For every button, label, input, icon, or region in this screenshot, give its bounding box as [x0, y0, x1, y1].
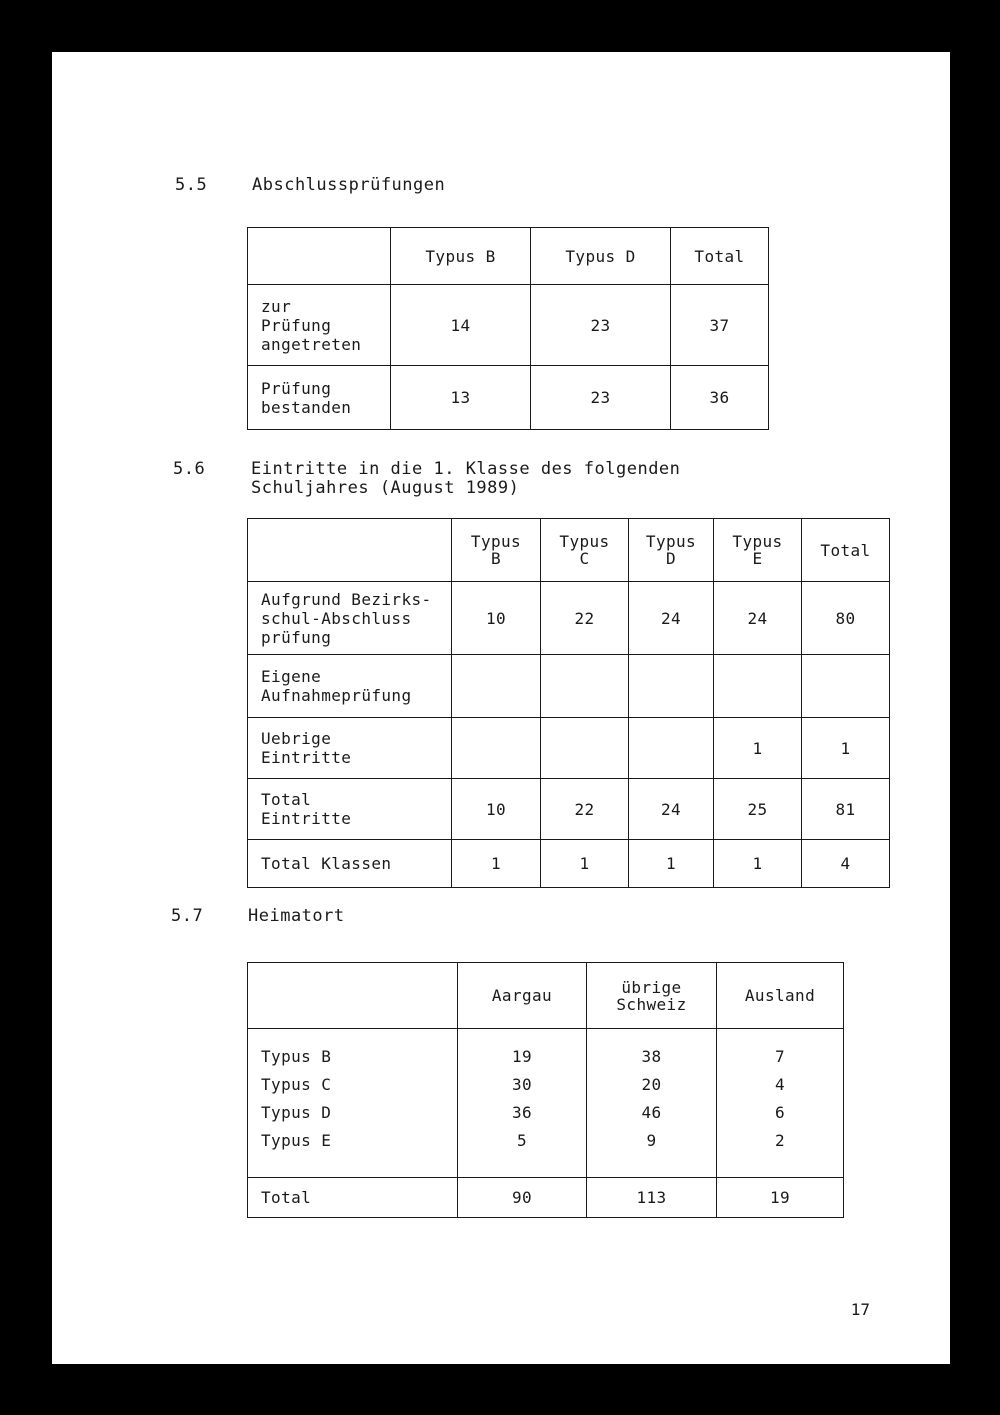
text-line: Typus	[470, 532, 522, 551]
aargau-values	[458, 1029, 587, 1178]
text-line: bestanden	[261, 397, 352, 417]
page-number: 17	[850, 1300, 870, 1319]
row-label	[248, 582, 452, 655]
row-label	[248, 718, 452, 779]
text-line: angetreten	[261, 334, 362, 354]
cell: 10	[452, 779, 541, 840]
text-line: Prüfung	[261, 378, 332, 398]
cell	[452, 718, 541, 779]
cell: 4	[802, 840, 890, 888]
cell: 1	[452, 840, 541, 888]
row-label: Total	[248, 1178, 458, 1218]
cell: 2	[774, 1131, 786, 1150]
total-row	[248, 1178, 844, 1218]
section-number: 5.7	[171, 906, 204, 926]
cell: 4	[774, 1075, 786, 1094]
section-number: 5.5	[175, 175, 208, 195]
cell: 5	[516, 1131, 528, 1150]
cell: 38	[641, 1047, 662, 1066]
cell: 25	[714, 779, 802, 840]
cell: 23	[531, 285, 671, 366]
row-label	[248, 655, 452, 718]
text-line: Typus	[645, 532, 697, 551]
table-row	[248, 366, 769, 430]
cell	[541, 655, 629, 718]
cell: 81	[802, 779, 890, 840]
row-label: Typus C	[261, 1075, 332, 1094]
cell: 23	[531, 366, 671, 430]
text-line: Eintritte	[261, 809, 352, 828]
header-aargau: Aargau	[458, 963, 587, 1029]
cell	[629, 655, 714, 718]
cell: 1	[541, 840, 629, 888]
cell: 19	[511, 1047, 533, 1066]
header-total: Total	[802, 519, 890, 582]
cell: 9	[646, 1131, 657, 1150]
table-row	[248, 655, 890, 718]
section-title: Heimatort	[248, 906, 345, 926]
text-line: B	[490, 549, 502, 568]
row-label: Typus B	[261, 1047, 332, 1066]
text-line: Eigene	[261, 667, 322, 686]
section-title-line-1: Eintritte in die 1. Klasse des folgenden	[251, 459, 681, 479]
cell	[452, 655, 541, 718]
header-typus-b: Typus B	[391, 228, 531, 285]
ausland-values	[717, 1029, 844, 1178]
cell: 30	[511, 1075, 533, 1094]
table-row	[248, 582, 890, 655]
cell: 37	[671, 285, 769, 366]
text-line: Uebrige	[261, 729, 332, 748]
cell: 24	[629, 582, 714, 655]
cell: 20	[641, 1075, 662, 1094]
text-line: D	[665, 549, 677, 568]
cell: 7	[774, 1047, 786, 1066]
table-row	[248, 285, 769, 366]
cell: 22	[541, 582, 629, 655]
cell: 6	[774, 1103, 786, 1122]
origin-table	[247, 962, 844, 1218]
cell	[629, 718, 714, 779]
row-label	[248, 779, 452, 840]
text-line: Aufgrund Bezirks-	[261, 589, 432, 609]
cell: 22	[541, 779, 629, 840]
header-total: Total	[671, 228, 769, 285]
text-line: C	[579, 549, 590, 568]
row-label: Typus E	[261, 1131, 332, 1150]
row-labels	[248, 1029, 458, 1178]
table-body-row	[248, 1029, 844, 1178]
table-row	[248, 840, 890, 888]
cell: 90	[458, 1178, 587, 1218]
cell: 14	[391, 285, 531, 366]
text-line: Prüfung	[261, 315, 332, 335]
cell	[802, 655, 890, 718]
section-title: Abschlussprüfungen	[252, 175, 446, 195]
row-label	[248, 366, 391, 430]
header-typus-d	[629, 519, 714, 582]
admissions-table	[247, 518, 890, 888]
cell: 24	[629, 779, 714, 840]
text-line: Typus	[559, 532, 610, 551]
cell: 1	[629, 840, 714, 888]
text-line: Eintritte	[261, 748, 352, 767]
header-typus-d: Typus D	[531, 228, 671, 285]
header-typus-b	[452, 519, 541, 582]
header-typus-e	[714, 519, 802, 582]
text-line: Typus	[732, 532, 783, 551]
cell: 10	[452, 582, 541, 655]
row-label: Total Klassen	[248, 840, 452, 888]
document-page	[52, 52, 950, 1364]
text-line: schul-Abschluss	[261, 608, 412, 628]
cell: 46	[641, 1103, 662, 1122]
row-label	[248, 285, 391, 366]
row-label: Typus D	[261, 1103, 332, 1122]
text-line: prüfung	[261, 627, 332, 647]
text-line: übrige	[621, 977, 682, 997]
header-ausland: Ausland	[717, 963, 844, 1029]
cell: 36	[671, 366, 769, 430]
section-number: 5.6	[173, 459, 206, 479]
header-uebrige-schweiz	[587, 963, 717, 1029]
cell	[541, 718, 629, 779]
text-line: zur	[261, 296, 292, 316]
text-line: Schweiz	[616, 994, 687, 1014]
cell: 36	[511, 1103, 533, 1122]
cell: 1	[714, 840, 802, 888]
cell	[714, 655, 802, 718]
uebrige-schweiz-values	[587, 1029, 717, 1178]
section-title-line-2: Schuljahres (August 1989)	[251, 478, 520, 498]
exam-table	[247, 227, 769, 430]
text-line: Total	[261, 790, 312, 809]
table-row	[248, 779, 890, 840]
cell: 1	[802, 718, 890, 779]
cell: 113	[587, 1178, 717, 1218]
text-line: E	[752, 549, 763, 568]
table-row	[248, 718, 890, 779]
text-line: Aufnahmeprüfung	[261, 686, 412, 705]
cell: 24	[714, 582, 802, 655]
header-typus-c	[541, 519, 629, 582]
cell: 13	[391, 366, 531, 430]
cell: 19	[717, 1178, 844, 1218]
cell: 1	[714, 718, 802, 779]
cell: 80	[802, 582, 890, 655]
